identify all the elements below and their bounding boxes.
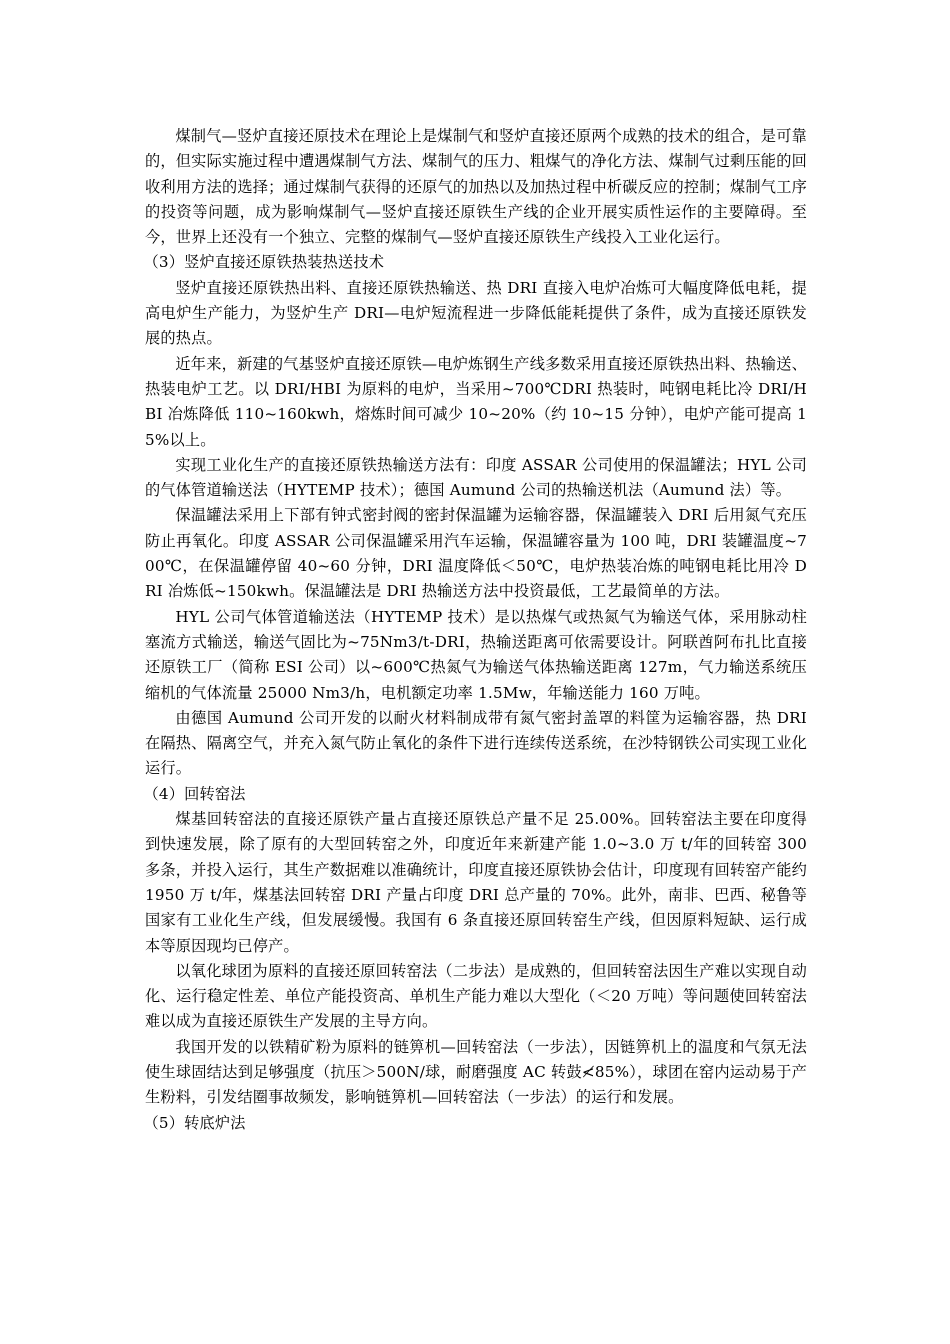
paragraph-hot-transport-methods: 实现工业化生产的直接还原铁热输送方法有：印度 ASSAR 公司使用的保温罐法；HYL 公司的气体管道输送法（HYTEMP 技术）；德国 Aumund 公司的热输送机法（Aumund 法）等。: [145, 455, 807, 500]
paragraph-rotary-kiln-overview: 煤基回转窑法的直接还原铁产量占直接还原铁总产量不足 25.00%。回转窑法主要在印度得到快速发展，除了原有的大型回转窑之外，印度近年来新建产能 1.0~3.0 万 t/年的回转窑 300 多条，并投入运行，其生产数据难以准确统计，印度直接还原铁协会估计，印度现有回转窑产能约 1950 万 t/年，煤基法回转窑 DRI 产量占印度 DRI 总产量的 70%。此外，南非、巴西、秘鲁等国家有工业化生产线，但发展缓慢。我国有 6 条直接还原回转窑生产线，但因原料短缺、运行成本等原因现均已停产。: [145, 810, 807, 955]
document-body: [145, 124, 807, 1136]
paragraph-rotary-kiln-two-step: 以氧化球团为原料的直接还原回转窑法（二步法）是成熟的，但回转窑法因生产难以实现自动化、运行稳定性差、单位产能投资高、单机生产能力难以大型化（＜20 万吨）等问题使回转窑法难以成为直接还原铁生产发展的主导方向。: [145, 961, 807, 1031]
paragraph-hot-charging-benefits: 近年来，新建的气基竖炉直接还原铁—电炉炼钢生产线多数采用直接还原铁热出料、热输送、热装电炉工艺。以 DRI/HBI 为原料的电炉，当采用~700℃DRI 热装时，吨钢电耗比冷 DRI/HBI 冶炼降低 110~160kwh，熔炼时间可减少 10~20%（约 10~15 分钟），电炉产能可提高 15%以上。: [145, 354, 807, 449]
paragraph-hytemp-method: HYL 公司气体管道输送法（HYTEMP 技术）是以热煤气或热氮气为输送气体，采用脉动柱塞流方式输送，输送气固比为~75Nm3/t-DRI，热输送距离可依需要设计。阿联酋阿布扎比直接还原铁工厂（简称 ESI 公司）以~600℃热氮气为输送气体热输送距离 127m，气力输送系统压缩机的气体流量 25000 Nm3/h，电机额定功率 1.5Mw，年输送能力 160 万吨。: [145, 607, 807, 702]
section-heading-5: （5）转底炉法: [143, 1113, 246, 1132]
section-heading-3: （3）竖炉直接还原铁热装热送技术: [143, 253, 385, 272]
paragraph-insulated-tank-method: 保温罐法采用上下部有钟式密封阀的密封保温罐为运输容器，保温罐装入 DRI 后用氮气充压防止再氧化。印度 ASSAR 公司保温罐采用汽车运输，保温罐容量为 100 吨，DRI 装罐温度~700℃，在保温罐停留 40~60 分钟，DRI 温度降低＜50℃，电炉热装冶炼的吨钢电耗比用冷 DRI 冶炼低~150kwh。保温罐法是 DRI 热输送方法中投资最低，工艺最简单的方法。: [145, 506, 807, 601]
paragraph-aumund-method: 由德国 Aumund 公司开发的以耐火材料制成带有氮气密封盖罩的料筐为运输容器，热 DRI 在隔热、隔离空气，并充入氮气防止氧化的条件下进行连续传送系统，在沙特钢铁公司实现工业化运行。: [145, 708, 807, 778]
paragraph-coal-gas-shaft-furnace: 煤制气—竖炉直接还原技术在理论上是煤制气和竖炉直接还原两个成熟的技术的组合，是可靠的，但实际实施过程中遭遇煤制气方法、煤制气的压力、粗煤气的净化方法、煤制气过剩压能的回收利用方法的选择；通过煤制气获得的还原气的加热以及加热过程中析碳反应的控制；煤制气工序的投资等问题，成为影响煤制气—竖炉直接还原铁生产线的企业开展实质性运作的主要障碍。至今，世界上还没有一个独立、完整的煤制气—竖炉直接还原铁生产线投入工业化运行。: [145, 127, 807, 247]
paragraph-grate-kiln-one-step: 我国开发的以铁精矿粉为原料的链箅机—回转窑法（一步法），因链箅机上的温度和气氛无法使生球固结达到足够强度（抗压＞500N/球，耐磨强度 AC 转鼓≮85%），球团在窑内运动易于产生粉料，引发结圈事故频发，影响链箅机—回转窑法（一步法）的运行和发展。: [145, 1037, 807, 1107]
paragraph-hot-charging-intro: 竖炉直接还原铁热出料、直接还原铁热输送、热 DRI 直接入电炉冶炼可大幅度降低电耗，提高电炉生产能力，为竖炉生产 DRI—电炉短流程进一步降低能耗提供了条件，成为直接还原铁发展的热点。: [145, 278, 807, 348]
section-heading-4: （4）回转窑法: [143, 784, 246, 803]
